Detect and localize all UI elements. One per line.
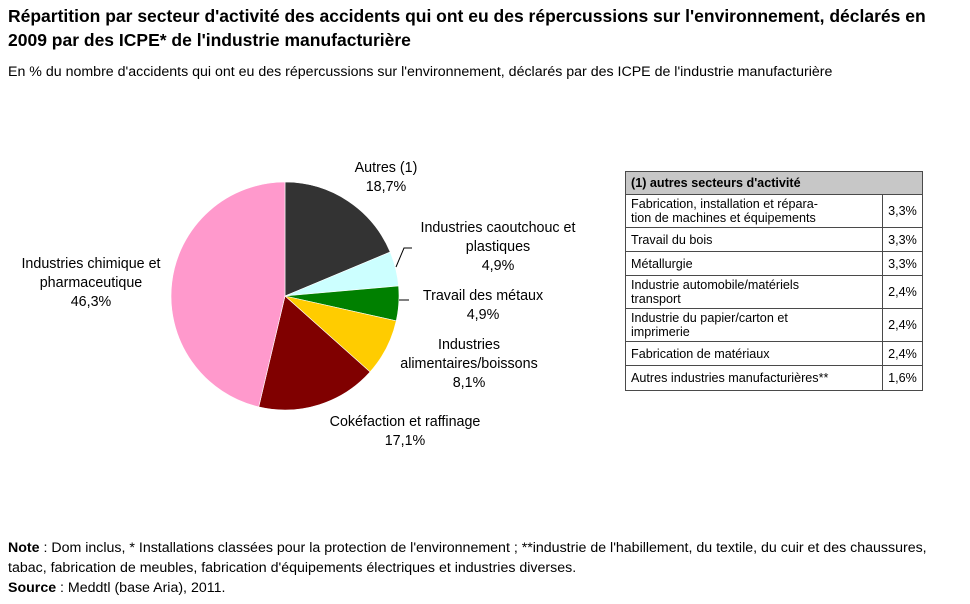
- row-label: Industrie automobile/matériels transport: [626, 276, 883, 309]
- footnote: [8, 538, 963, 598]
- table-row: [626, 276, 923, 309]
- slice-label: Cokéfaction et raffinage: [329, 414, 481, 430]
- chart-subtitle: En % du nombre d'accidents qui ont eu des répercussions sur l'environnement, déclarés par des ICPE de l'industrie manufacturière: [8, 64, 833, 80]
- leader-line: [396, 248, 412, 267]
- pie-chart: [0, 130, 620, 470]
- row-label: Fabrication, installation et répara- tion de machines et équipements: [626, 195, 883, 228]
- row-label: Fabrication de matériaux: [626, 342, 883, 366]
- slice-value-label: 8,1%: [452, 375, 486, 391]
- slice-label: Industries: [438, 337, 500, 353]
- slice-value-label: 17,1%: [384, 433, 426, 449]
- row-label: Industrie du papier/carton et imprimerie: [626, 309, 883, 342]
- row-value: 3,3%: [883, 195, 923, 228]
- table-row: [626, 309, 923, 342]
- slice-value-label: 4,9%: [466, 307, 500, 323]
- table-row: [626, 195, 923, 228]
- table-header: (1) autres secteurs d'activité: [626, 172, 923, 195]
- other-sectors-table: [625, 171, 923, 391]
- note-label: Note: [8, 540, 40, 556]
- row-value: 2,4%: [883, 276, 923, 309]
- row-value: 2,4%: [883, 309, 923, 342]
- row-value: 3,3%: [883, 228, 923, 252]
- slice-value-label: 46,3%: [70, 294, 112, 310]
- row-label: Métallurgie: [626, 252, 883, 276]
- slice-value-label: 18,7%: [365, 179, 407, 195]
- slice-label: Autres (1): [354, 160, 418, 176]
- source-text: : Meddtl (base Aria), 2011.: [56, 580, 226, 596]
- note-text: : Dom inclus, * Installations classées pour la protection de l'environnement ; **industrie de l'habillement, du textile, du cuir et des chaussures, tabac, fabrication de meubles, fabrication d'équipements électriques et industries diverses.: [8, 540, 927, 576]
- table-row: [626, 366, 923, 391]
- table-row: [626, 252, 923, 276]
- slice-value-label: 4,9%: [481, 258, 515, 274]
- slice-label: alimentaires/boissons: [400, 356, 538, 372]
- slice-label: pharmaceutique: [39, 275, 143, 291]
- row-value: 1,6%: [883, 366, 923, 391]
- row-label: Autres industries manufacturières**: [626, 366, 883, 391]
- row-value: 3,3%: [883, 252, 923, 276]
- row-value: 2,4%: [883, 342, 923, 366]
- table-row: [626, 228, 923, 252]
- source-label: Source: [8, 580, 57, 596]
- row-label: Travail du bois: [626, 228, 883, 252]
- slice-label: Industries caoutchouc et: [420, 220, 576, 236]
- table-row: [626, 342, 923, 366]
- slice-label: plastiques: [465, 239, 531, 255]
- slice-label: Industries chimique et: [21, 256, 161, 272]
- slice-label: Travail des métaux: [422, 288, 544, 304]
- chart-title: Répartition par secteur d'activité des accidents qui ont eu des répercussions sur l'environnement, déclarés en 2009 par des ICPE* de l'industrie manufacturière: [8, 6, 926, 50]
